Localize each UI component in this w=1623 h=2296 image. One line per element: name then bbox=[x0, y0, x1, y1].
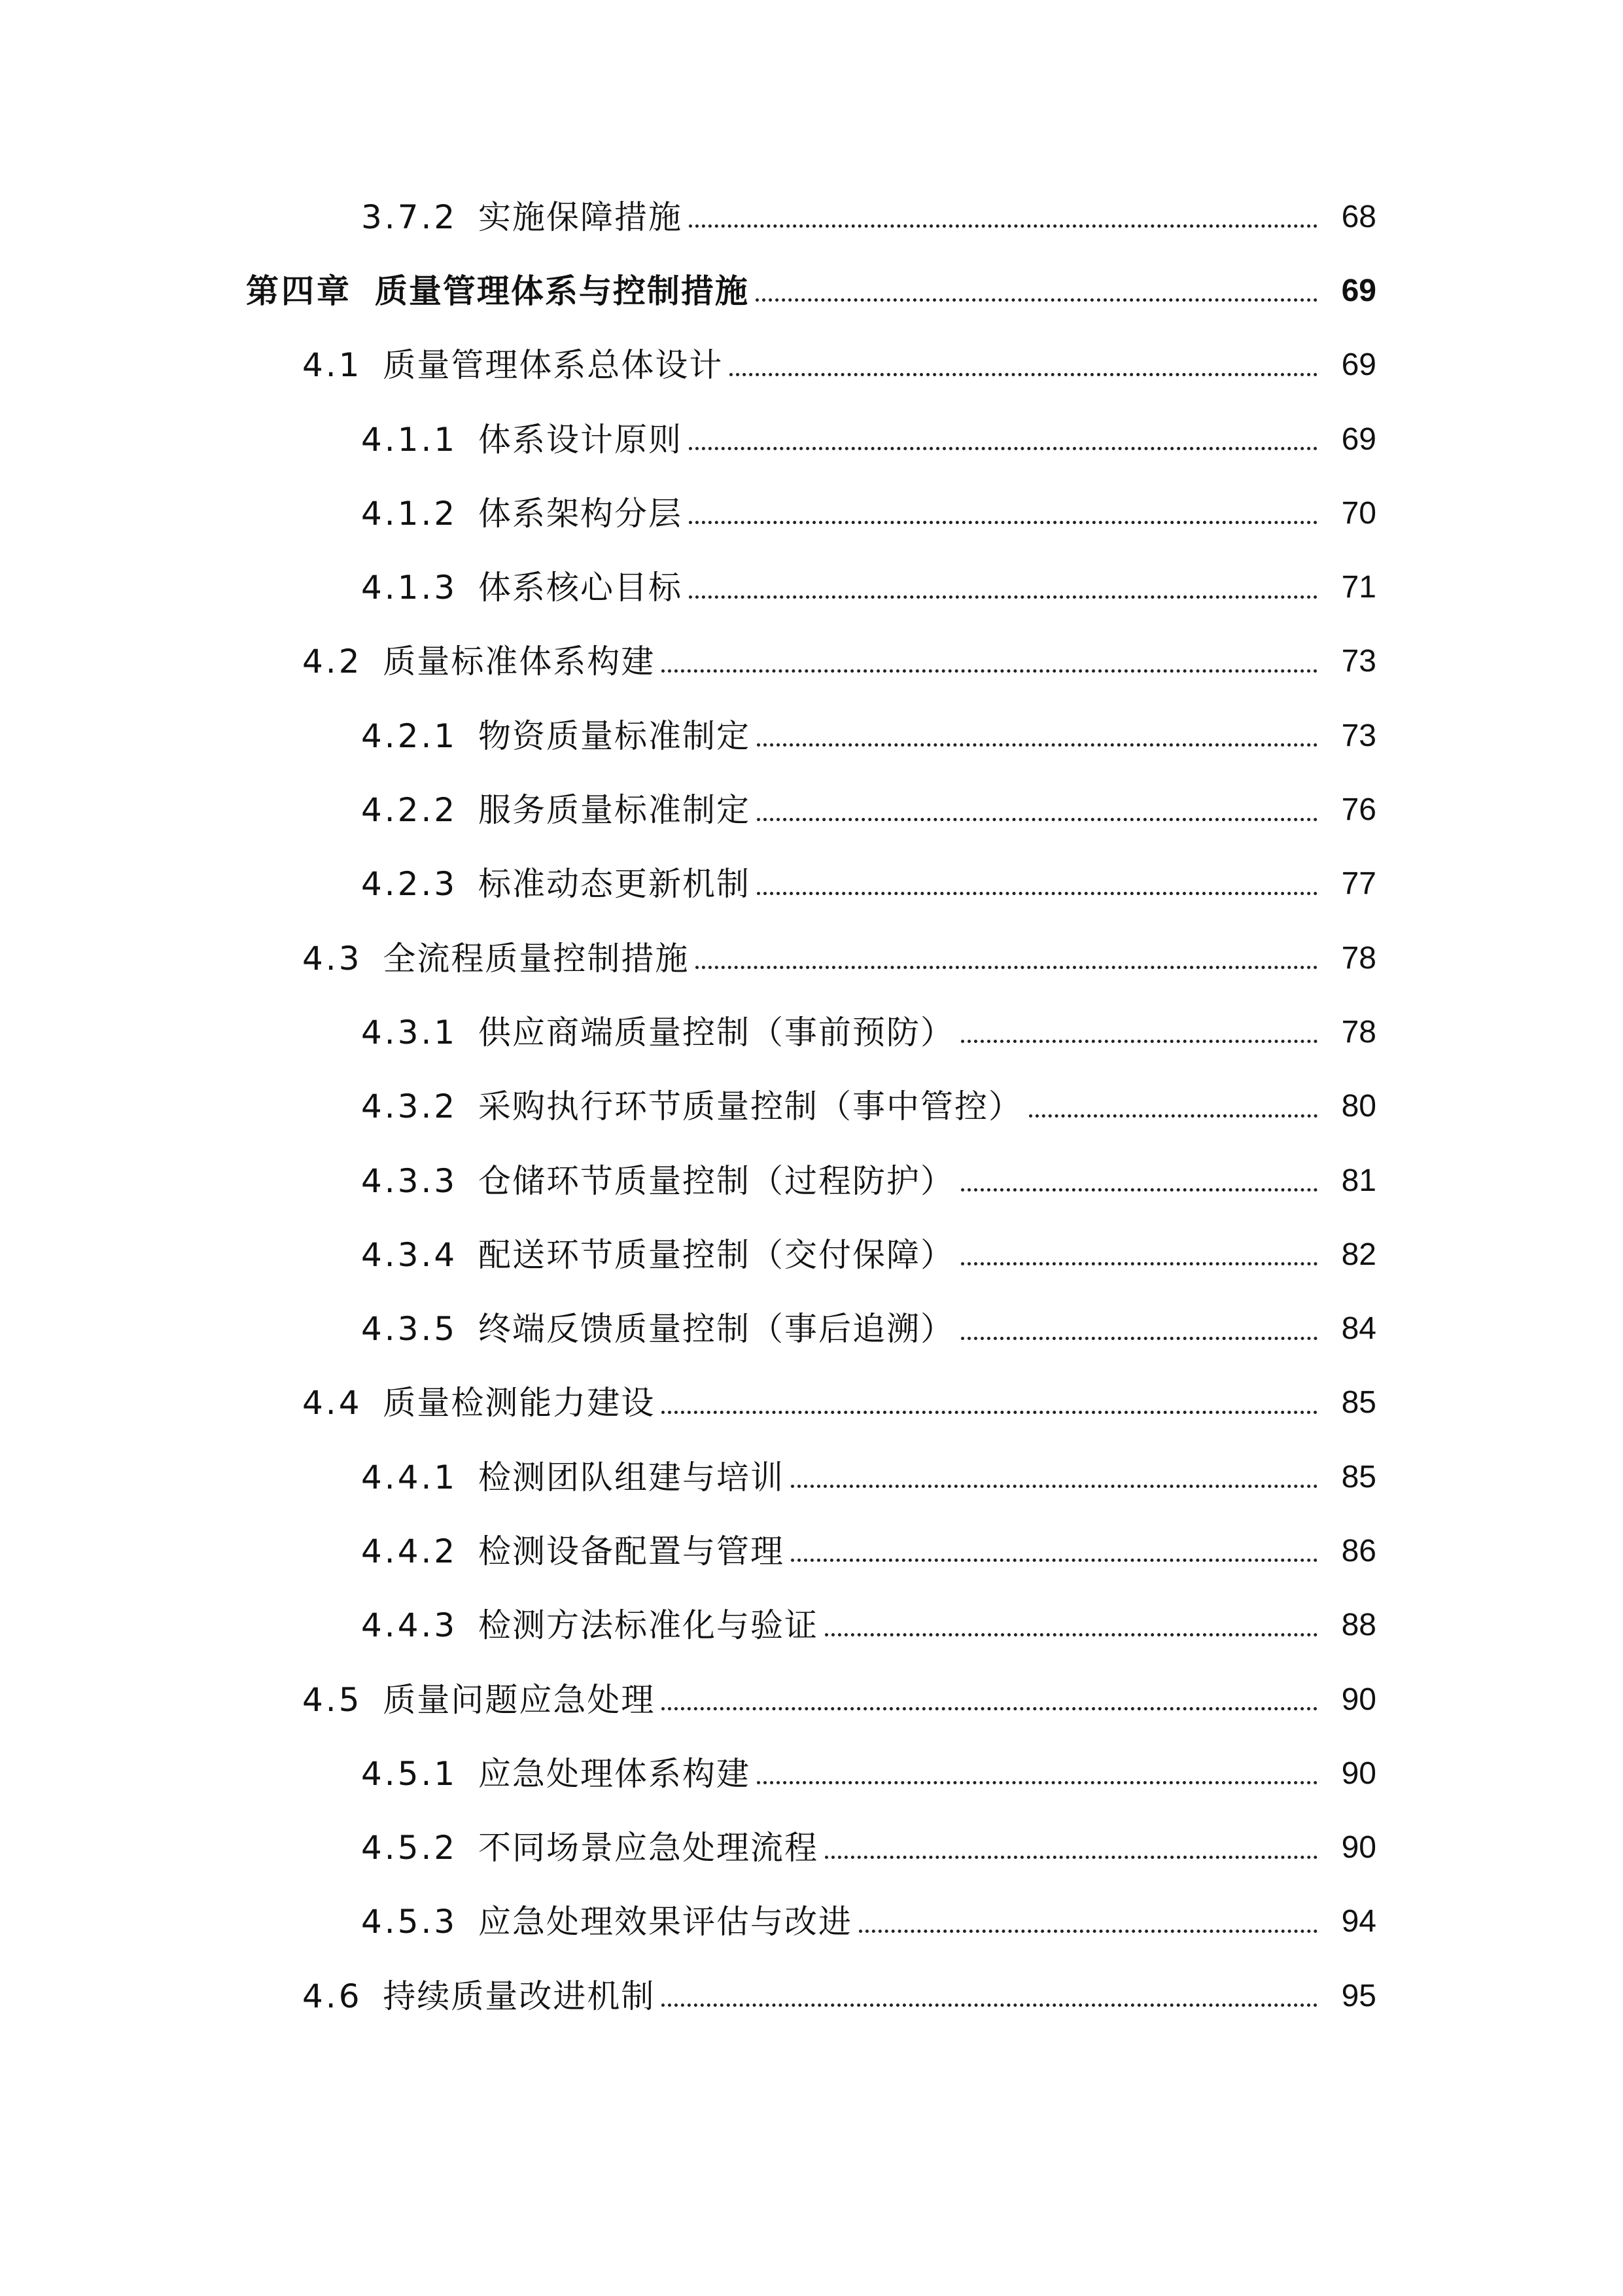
toc-number-gap bbox=[457, 868, 478, 900]
toc-entry-content bbox=[361, 494, 1324, 533]
toc-number-gap bbox=[457, 1239, 478, 1271]
toc-page-number: 70 bbox=[1341, 495, 1376, 531]
toc-entry[interactable] bbox=[0, 625, 1623, 699]
toc-page-number: 69 bbox=[1341, 421, 1376, 457]
toc-dot-leader bbox=[661, 1411, 1318, 1414]
toc-number-gap bbox=[362, 1386, 383, 1419]
toc-entry-number: 4.3.1 bbox=[361, 1013, 458, 1051]
toc-entry-number: 4.4.1 bbox=[361, 1458, 458, 1496]
toc-dot-leader bbox=[689, 521, 1318, 524]
toc-dot-leader bbox=[757, 743, 1318, 747]
toc-dot-leader bbox=[689, 224, 1318, 228]
toc-dot-leader bbox=[859, 1930, 1318, 1933]
toc-entry[interactable] bbox=[0, 328, 1623, 402]
toc-entry-number: 4.5.3 bbox=[361, 1903, 458, 1941]
toc-entry[interactable] bbox=[0, 1663, 1623, 1737]
toc-entry-number: 4.6 bbox=[302, 1977, 362, 2015]
toc-entry-title: 体系架构分层 bbox=[478, 494, 683, 533]
toc-entry[interactable] bbox=[0, 1292, 1623, 1366]
toc-page-number: 71 bbox=[1341, 570, 1376, 605]
toc-entry[interactable] bbox=[0, 476, 1623, 550]
toc-page-number: 90 bbox=[1341, 1682, 1376, 1717]
toc-entry-title: 配送环节质量控制（交付保障） bbox=[478, 1235, 955, 1274]
toc-entry-title: 实施保障措施 bbox=[478, 198, 683, 236]
toc-entry-number: 4.4.3 bbox=[361, 1606, 458, 1645]
toc-entry-title: 检测团队组建与培训 bbox=[478, 1458, 785, 1496]
toc-entry-number: 4.3.5 bbox=[361, 1310, 458, 1349]
toc-entry-content bbox=[246, 272, 1324, 310]
toc-entry-number: 3.7.2 bbox=[361, 198, 458, 236]
toc-entry-number: 4.2.2 bbox=[361, 791, 458, 830]
toc-page-number: 85 bbox=[1341, 1385, 1376, 1421]
toc-entry[interactable] bbox=[0, 1811, 1623, 1885]
toc-number-gap bbox=[457, 1831, 478, 1864]
toc-entry-content bbox=[361, 569, 1324, 607]
toc-dot-leader bbox=[961, 1040, 1318, 1043]
toc-entry-content bbox=[361, 1310, 1324, 1349]
toc-entry-content bbox=[302, 643, 1324, 681]
toc-entry-title: 应急处理效果评估与改进 bbox=[478, 1903, 853, 1941]
toc-entry-content bbox=[361, 198, 1324, 236]
toc-entry-content bbox=[361, 1458, 1324, 1496]
toc-entry-content bbox=[302, 346, 1324, 385]
toc-entry-number: 4.1.1 bbox=[361, 420, 458, 459]
toc-number-gap bbox=[457, 1609, 478, 1642]
toc-entry-number: 4.2 bbox=[302, 643, 362, 681]
toc-entry-number: 4.5.2 bbox=[361, 1829, 458, 1867]
toc-dot-leader bbox=[961, 1337, 1318, 1340]
toc-entry-title: 质量问题应急处理 bbox=[383, 1680, 655, 1719]
toc-entry-number: 第四章 bbox=[246, 272, 352, 310]
toc-number-gap bbox=[457, 571, 478, 604]
toc-entry-title: 仓储环节质量控制（过程防护） bbox=[478, 1161, 955, 1200]
toc-entry[interactable] bbox=[0, 1218, 1623, 1292]
toc-page-number: 95 bbox=[1341, 1978, 1376, 2013]
toc-number-gap bbox=[362, 1980, 383, 2013]
toc-entry[interactable] bbox=[0, 1959, 1623, 2033]
toc-entry[interactable] bbox=[0, 180, 1623, 254]
toc-entry[interactable] bbox=[0, 550, 1623, 624]
toc-entry-title: 供应商端质量控制（事前预防） bbox=[478, 1013, 955, 1051]
toc-page-number: 80 bbox=[1341, 1089, 1376, 1124]
toc-entry[interactable] bbox=[0, 1070, 1623, 1144]
toc-number-gap bbox=[457, 423, 478, 456]
toc-entry-title: 体系核心目标 bbox=[478, 569, 683, 607]
toc-entry[interactable] bbox=[0, 1144, 1623, 1218]
toc-entry-number: 4.3 bbox=[302, 939, 362, 978]
toc-entry-title: 质量管理体系总体设计 bbox=[383, 346, 724, 385]
toc-entry[interactable] bbox=[0, 1514, 1623, 1588]
toc-entry-number: 4.2.3 bbox=[361, 865, 458, 904]
toc-dot-leader bbox=[689, 595, 1318, 599]
toc-page-number: 90 bbox=[1341, 1830, 1376, 1865]
toc-entry-number: 4.5.1 bbox=[361, 1754, 458, 1793]
toc-entry-title: 体系设计原则 bbox=[478, 420, 683, 459]
toc-dot-leader bbox=[791, 1559, 1318, 1562]
toc-entry-content bbox=[361, 865, 1324, 904]
toc-page-number: 86 bbox=[1341, 1533, 1376, 1568]
toc-entry-content bbox=[361, 1903, 1324, 1941]
toc-entry[interactable] bbox=[0, 1737, 1623, 1810]
toc-number-gap bbox=[362, 349, 383, 381]
toc-entry-content bbox=[302, 1384, 1324, 1422]
toc-entry-number: 4.1.2 bbox=[361, 494, 458, 533]
toc-entry[interactable] bbox=[0, 1589, 1623, 1663]
toc-number-gap bbox=[362, 1684, 383, 1716]
toc-entry-number: 4.4 bbox=[302, 1384, 362, 1422]
toc-page-number: 94 bbox=[1341, 1904, 1376, 1939]
toc-entry-title: 采购执行环节质量控制（事中管控） bbox=[478, 1087, 1023, 1126]
toc-entry-content bbox=[361, 1087, 1324, 1126]
toc-number-gap bbox=[457, 794, 478, 826]
toc-number-gap bbox=[457, 720, 478, 752]
toc-number-gap bbox=[457, 497, 478, 530]
toc-page-number: 78 bbox=[1341, 1014, 1376, 1050]
toc-number-gap bbox=[457, 1535, 478, 1568]
toc-dot-leader bbox=[757, 818, 1318, 821]
toc-page-number: 73 bbox=[1341, 644, 1376, 679]
toc-entry[interactable] bbox=[0, 699, 1623, 773]
toc-dot-leader bbox=[757, 892, 1318, 895]
toc-dot-leader bbox=[689, 447, 1318, 450]
toc-number-gap bbox=[457, 1905, 478, 1938]
toc-page-number: 69 bbox=[1341, 347, 1376, 383]
toc-entry-number: 4.2.1 bbox=[361, 716, 458, 755]
toc-entry-number: 4.1.3 bbox=[361, 569, 458, 607]
toc-dot-leader bbox=[791, 1485, 1318, 1488]
toc-dot-leader bbox=[729, 373, 1318, 376]
toc-page-number: 85 bbox=[1341, 1459, 1376, 1494]
toc-page-number: 76 bbox=[1341, 792, 1376, 828]
toc-dot-leader bbox=[825, 1856, 1318, 1859]
toc-entry-title: 质量检测能力建设 bbox=[383, 1384, 655, 1422]
toc-dot-leader bbox=[661, 1707, 1318, 1710]
toc-entry-title: 检测设备配置与管理 bbox=[478, 1532, 785, 1570]
toc-page-number: 90 bbox=[1341, 1756, 1376, 1791]
toc-number-gap bbox=[457, 1461, 478, 1494]
toc-entry-content bbox=[361, 791, 1324, 830]
toc-dot-leader bbox=[825, 1633, 1318, 1636]
toc-page-number: 81 bbox=[1341, 1163, 1376, 1198]
toc-page-number: 84 bbox=[1341, 1311, 1376, 1347]
toc-entry[interactable] bbox=[0, 1440, 1623, 1514]
toc-entry-title: 检测方法标准化与验证 bbox=[478, 1606, 819, 1645]
toc-entry-content bbox=[302, 1680, 1324, 1719]
toc-entry-number: 4.3.4 bbox=[361, 1235, 458, 1274]
toc-entry-content bbox=[361, 1013, 1324, 1051]
toc-page-number: 69 bbox=[1341, 273, 1376, 308]
toc-entry-content bbox=[361, 1754, 1324, 1793]
toc-entry-title: 质量标准体系构建 bbox=[383, 643, 655, 681]
toc-dot-leader bbox=[1029, 1114, 1318, 1118]
toc-number-gap bbox=[457, 1016, 478, 1049]
toc-page-number: 88 bbox=[1341, 1608, 1376, 1643]
toc-entry-title: 不同场景应急处理流程 bbox=[478, 1829, 819, 1867]
toc-page-number: 78 bbox=[1341, 940, 1376, 976]
toc-dot-leader bbox=[695, 966, 1318, 969]
toc-entry-number: 4.5 bbox=[302, 1680, 362, 1719]
toc-entry-number: 4.3.2 bbox=[361, 1087, 458, 1126]
toc-entry[interactable] bbox=[0, 1366, 1623, 1440]
toc-number-gap bbox=[457, 1757, 478, 1790]
toc-dot-leader bbox=[661, 2004, 1318, 2007]
toc-dot-leader bbox=[661, 669, 1318, 673]
toc-page-number: 73 bbox=[1341, 718, 1376, 753]
toc-entry-content bbox=[302, 1977, 1324, 2015]
toc-number-gap bbox=[457, 1090, 478, 1123]
toc-entry-content bbox=[361, 1532, 1324, 1570]
toc-entry-content bbox=[361, 420, 1324, 459]
toc-entry-number: 4.4.2 bbox=[361, 1532, 458, 1570]
toc-chapter-entry[interactable] bbox=[0, 254, 1623, 328]
toc-entry-title: 持续质量改进机制 bbox=[383, 1977, 655, 2015]
toc-page-number: 82 bbox=[1341, 1237, 1376, 1272]
toc-entry[interactable] bbox=[0, 773, 1623, 847]
toc-dot-leader bbox=[961, 1262, 1318, 1265]
toc-entry-title: 质量管理体系与控制措施 bbox=[374, 272, 749, 310]
toc-number-gap bbox=[457, 1165, 478, 1197]
toc-entry-title: 服务质量标准制定 bbox=[478, 791, 751, 830]
toc-entry[interactable] bbox=[0, 1885, 1623, 1959]
toc-entry[interactable] bbox=[0, 995, 1623, 1069]
toc-dot-leader bbox=[756, 298, 1318, 302]
toc-entry[interactable] bbox=[0, 921, 1623, 995]
toc-number-gap bbox=[352, 275, 375, 308]
toc-dot-leader bbox=[961, 1188, 1318, 1192]
toc-number-gap bbox=[457, 1313, 478, 1345]
toc-entry-content bbox=[361, 1606, 1324, 1645]
table-of-contents bbox=[0, 180, 1623, 2033]
toc-entry-title: 标准动态更新机制 bbox=[478, 865, 751, 904]
toc-entry-content bbox=[361, 1235, 1324, 1274]
toc-dot-leader bbox=[757, 1781, 1318, 1784]
toc-number-gap bbox=[362, 942, 383, 975]
toc-entry-title: 物资质量标准制定 bbox=[478, 716, 751, 755]
toc-number-gap bbox=[457, 201, 478, 234]
toc-entry-content bbox=[361, 1161, 1324, 1200]
toc-page-number: 68 bbox=[1341, 199, 1376, 234]
toc-entry-title: 全流程质量控制措施 bbox=[383, 939, 689, 978]
toc-page-number: 77 bbox=[1341, 866, 1376, 902]
toc-entry[interactable] bbox=[0, 847, 1623, 921]
toc-entry-number: 4.1 bbox=[302, 346, 362, 385]
toc-entry-number: 4.3.3 bbox=[361, 1161, 458, 1200]
toc-entry-title: 终端反馈质量控制（事后追溯） bbox=[478, 1310, 955, 1349]
toc-entry-content bbox=[361, 716, 1324, 755]
toc-entry[interactable] bbox=[0, 402, 1623, 476]
toc-number-gap bbox=[362, 645, 383, 678]
toc-entry-content bbox=[302, 939, 1324, 978]
toc-entry-content bbox=[361, 1829, 1324, 1867]
toc-entry-title: 应急处理体系构建 bbox=[478, 1754, 751, 1793]
